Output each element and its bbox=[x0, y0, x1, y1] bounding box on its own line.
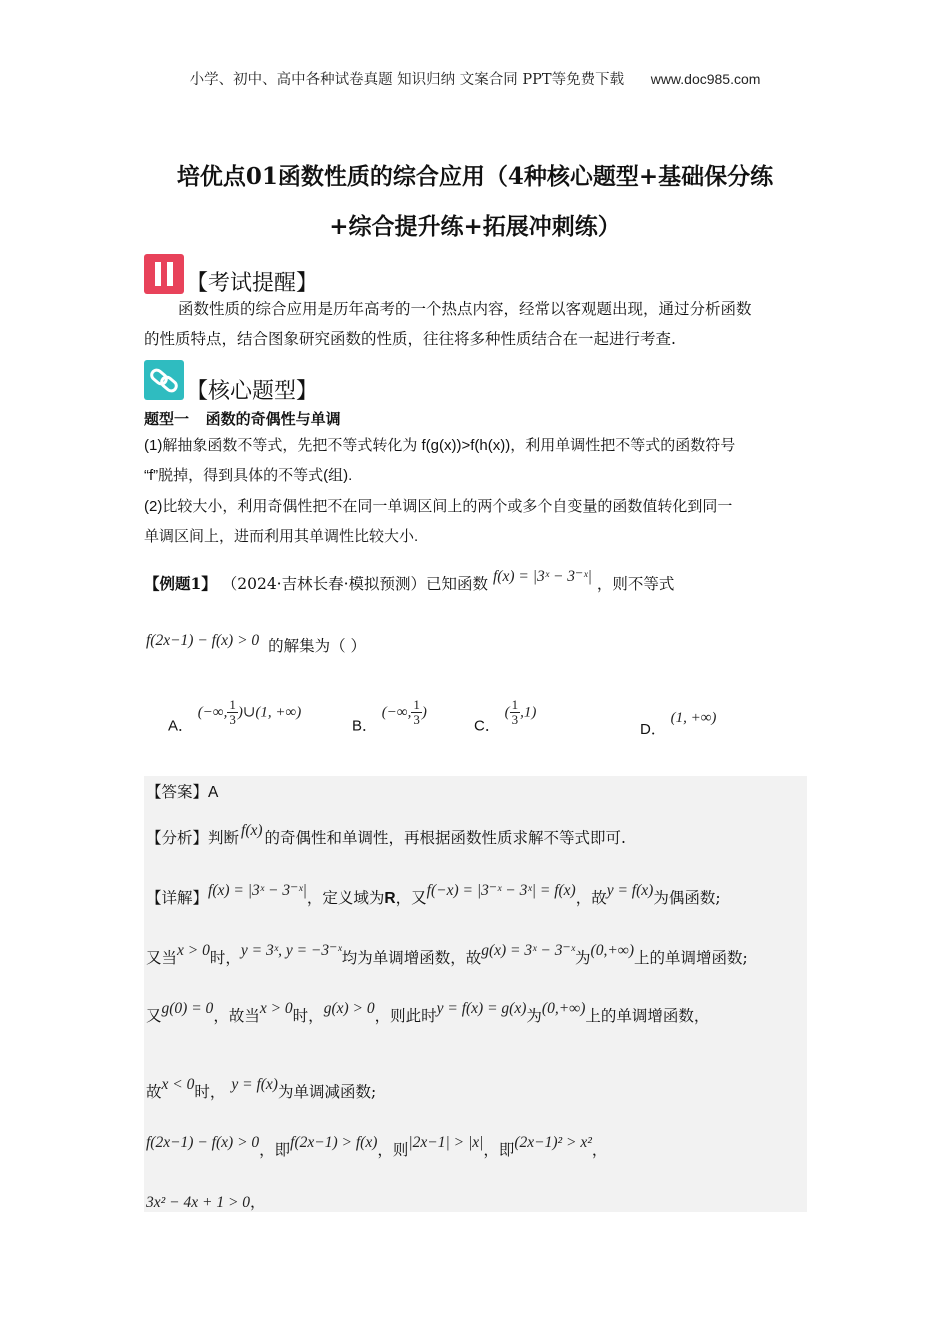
d3-t6: ，则此时 bbox=[374, 1007, 437, 1025]
section-heading-core: 【核心题型】 bbox=[186, 379, 319, 404]
analysis-post: 的奇偶性和单调性，再根据函数性质求解不等式即可. bbox=[264, 829, 626, 847]
d2-t0: 又当 bbox=[146, 949, 178, 967]
option-c-letter: C． bbox=[474, 717, 500, 735]
d3-t4: 时， bbox=[292, 1007, 324, 1025]
d3-m3: x > 0 bbox=[259, 1000, 293, 1017]
tip-1b: “f”脱掉，得到具体的不等式(组). bbox=[144, 467, 353, 484]
reminder-para-1: 函数性质的综合应用是历年高考的一个热点内容，经常以客观题出现，通过分析函数 bbox=[178, 300, 752, 318]
d5-t3: ，则 bbox=[377, 1141, 409, 1159]
d2-m7: (0,+∞) bbox=[590, 942, 635, 959]
option-b-pre: (−∞, bbox=[381, 704, 412, 721]
answer-value: A bbox=[208, 784, 219, 801]
detail-line-1 bbox=[146, 882, 721, 908]
option-c-fraction bbox=[510, 698, 521, 727]
tip-2a: (2)比较大小，利用奇偶性把不在同一单调区间上的两个或多个自变量的函数值转化到同一 bbox=[144, 498, 733, 515]
d5-m4: |2x−1| > |x| bbox=[408, 1134, 484, 1151]
detail-line-3 bbox=[146, 1000, 710, 1026]
d1-m4: f(−x) = |3⁻ˣ − 3ˣ| = f(x) bbox=[426, 882, 576, 899]
d3-m1: g(0) = 0 bbox=[161, 1000, 214, 1017]
d2-t8: 上的单调增函数; bbox=[634, 949, 748, 967]
d5-t1: ，即 bbox=[259, 1141, 291, 1159]
type-title: 题型一 函数的奇偶性与单调 bbox=[144, 411, 341, 428]
analysis-pre: 判断 bbox=[208, 829, 240, 847]
d1-m0: f(x) = |3ˣ − 3⁻ˣ| bbox=[208, 882, 307, 899]
d3-m7: y = f(x) = g(x) bbox=[436, 1000, 527, 1017]
d6-m0: 3x² − 4x + 1 > 0 bbox=[146, 1194, 251, 1211]
d2-t4: 均为单调增函数，故 bbox=[341, 949, 482, 967]
option-a-pre: (−∞, bbox=[197, 704, 228, 721]
option-d[interactable] bbox=[640, 710, 717, 739]
example-source: （2024·吉林长春·模拟预测）已知函数 bbox=[221, 575, 489, 593]
option-c-pre: ( bbox=[504, 704, 510, 721]
d5-m6: (2x−1)² > x² bbox=[514, 1134, 592, 1151]
option-a-post: )∪(1, +∞) bbox=[237, 704, 302, 721]
d3-t10: 上的单调增函数， bbox=[585, 1007, 710, 1025]
d3-m5: g(x) > 0 bbox=[323, 1000, 375, 1017]
analysis-label: 【分析】 bbox=[146, 829, 209, 847]
d3-t8: 为 bbox=[526, 1007, 542, 1025]
link-icon bbox=[144, 360, 184, 400]
d3-t0: 又 bbox=[146, 1007, 162, 1025]
example-label: 【例题1】 bbox=[144, 574, 217, 593]
d3-m9: (0,+∞) bbox=[541, 1000, 586, 1017]
option-d-text: (1, +∞) bbox=[670, 710, 717, 726]
example-function: f(x) = |3ˣ − 3⁻ˣ| bbox=[492, 568, 592, 585]
option-c-den: 3 bbox=[511, 712, 519, 727]
d1-m6: y = f(x) bbox=[606, 882, 654, 899]
d1-t5: ，故 bbox=[575, 889, 607, 907]
section-heading-reminder: 【考试提醒】 bbox=[186, 271, 319, 296]
option-d-letter: D． bbox=[640, 721, 666, 738]
detail-label: 【详解】 bbox=[146, 889, 209, 907]
option-b-post: ) bbox=[421, 704, 427, 721]
d5-m2: f(2x−1) > f(x) bbox=[290, 1134, 378, 1151]
title-line-1: 培优点01函数性质的综合应用（4种核心题型+基础保分练 bbox=[176, 163, 774, 190]
analysis-fx: f(x) bbox=[241, 822, 263, 839]
option-a-fraction bbox=[227, 698, 238, 727]
answer-line bbox=[146, 780, 218, 802]
reminder-para-2: 的性质特点，结合图象研究函数的性质，往往将多种性质结合在一起进行考查. bbox=[144, 330, 676, 348]
d1-t1: ，定义域为 bbox=[306, 889, 385, 907]
d2-t2: 时， bbox=[209, 949, 241, 967]
example-line-1 bbox=[144, 568, 675, 594]
d6-t1: ， bbox=[250, 1193, 266, 1211]
option-b[interactable] bbox=[352, 698, 427, 736]
example-inequality: f(2x−1) − f(x) > 0 bbox=[146, 632, 260, 649]
option-a-den: 3 bbox=[229, 712, 236, 727]
d5-t7: ， bbox=[591, 1141, 608, 1159]
d2-t6: 为 bbox=[575, 949, 591, 967]
detail-line-2 bbox=[146, 942, 748, 968]
d4-t0: 故 bbox=[146, 1083, 162, 1101]
example-line-2 bbox=[146, 634, 366, 656]
option-b-den: 3 bbox=[413, 712, 420, 727]
detail-line-6 bbox=[146, 1190, 266, 1212]
pause-icon bbox=[144, 254, 184, 294]
d1-m2: R bbox=[384, 890, 396, 907]
header-site[interactable]: www.doc985.com bbox=[650, 71, 761, 87]
example-ask: 的解集为（ ） bbox=[268, 637, 367, 655]
d2-m1: x > 0 bbox=[177, 942, 210, 959]
detail-line-5 bbox=[146, 1134, 608, 1160]
analysis-line bbox=[146, 822, 626, 848]
option-a[interactable] bbox=[168, 698, 301, 736]
d5-t5: ，即 bbox=[483, 1141, 515, 1159]
d4-t2: 时， bbox=[194, 1083, 226, 1101]
tip-2b: 单调区间上，进而利用其单调性比较大小. bbox=[144, 528, 419, 545]
d4-m3: y = f(x) bbox=[231, 1076, 278, 1093]
header-text: 小学、初中、高中各种试卷真题 知识归纳 文案合同 PPT等免费下载 bbox=[189, 72, 625, 88]
option-c-num: 1 bbox=[511, 697, 519, 712]
d3-t2: ，故当 bbox=[213, 1007, 260, 1025]
document-title bbox=[110, 152, 840, 252]
d2-m5: g(x) = 3ˣ − 3⁻ˣ bbox=[481, 942, 576, 959]
d1-t3: ，又 bbox=[395, 889, 427, 907]
option-b-letter: B． bbox=[352, 717, 378, 735]
page-header bbox=[0, 68, 950, 89]
option-b-fraction bbox=[411, 698, 422, 727]
d4-m1: x < 0 bbox=[161, 1076, 195, 1093]
option-c-post: ,1) bbox=[520, 704, 537, 721]
option-a-num: 1 bbox=[229, 697, 236, 712]
option-b-num: 1 bbox=[413, 697, 420, 712]
option-c[interactable] bbox=[474, 698, 536, 736]
option-a-letter: A． bbox=[168, 717, 194, 735]
example-after-func: ，则不等式 bbox=[596, 575, 675, 593]
detail-line-4 bbox=[146, 1076, 377, 1102]
d1-t7: 为偶函数; bbox=[653, 889, 721, 907]
tip-1a: (1)解抽象函数不等式，先把不等式转化为 f(g(x))>f(h(x))，利用单调性把不等式的函数符号 bbox=[144, 437, 736, 454]
d2-m3: y = 3ˣ, y = −3⁻ˣ bbox=[240, 942, 342, 959]
title-line-2: +综合提升练+拓展冲刺练） bbox=[329, 213, 621, 240]
answer-label: 【答案】 bbox=[146, 783, 209, 801]
d5-m0: f(2x−1) − f(x) > 0 bbox=[146, 1134, 260, 1151]
d4-t4: 为单调减函数; bbox=[277, 1083, 377, 1101]
